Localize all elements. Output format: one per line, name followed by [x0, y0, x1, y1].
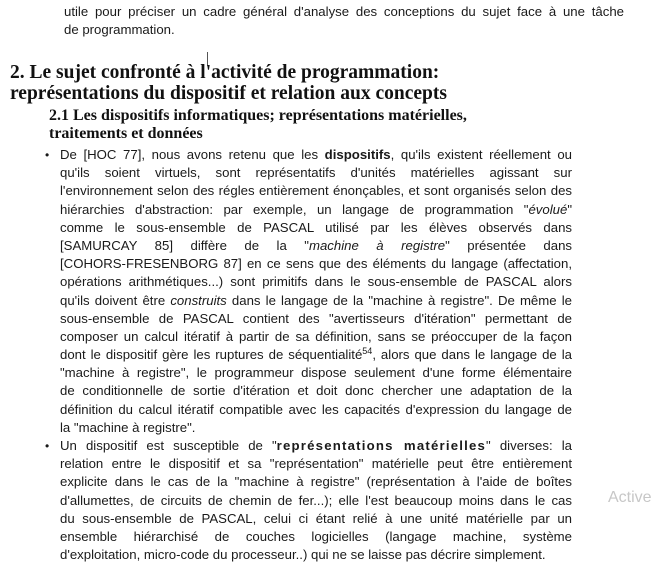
- subsection-heading: [49, 107, 609, 143]
- intro-paragraph: [64, 3, 624, 39]
- text-line: Un dispositif est susceptible de "représentations matérielles" diverses: la: [60, 438, 572, 453]
- bullet-list: [44, 146, 572, 564]
- section-heading-line-1: 2. Le sujet confronté à l'activité de programmation:: [10, 62, 440, 83]
- intro-line-1: utile pour préciser un cadre général d'analyse des conceptions du sujet face à une tâche: [64, 4, 624, 19]
- bullet-mark: •: [45, 148, 50, 162]
- bullet-mark: •: [45, 439, 50, 453]
- text-line: l'environnement selon des régles entièrement énonçables, et sont organisés selon des: [60, 183, 572, 199]
- list-item: [44, 437, 572, 564]
- text-line: composer un calcul itératif à partir de sa définition, sans se préoccuper de la façon: [60, 328, 572, 344]
- text-line: du sous-ensemble de PASCAL, celui ci étant relié à une unité matérielle par un: [60, 510, 572, 526]
- text-line: la "machine à registre".: [60, 419, 196, 435]
- intro-line-2: de programmation.: [64, 22, 175, 38]
- term-evolue: évolué: [528, 201, 568, 217]
- text-line: ensemble hiérarchisé de couches logicielles (langage machine, système: [60, 528, 572, 544]
- text-line: relation entre le dispositif et sa "représentation" matérielle peut être entièrement: [60, 456, 572, 472]
- term-construits: construits: [170, 292, 227, 308]
- list-item: [44, 146, 572, 437]
- text-line: comme le sous-ensemble de PASCAL utilisé par les élèves observés dans: [60, 219, 572, 235]
- watermark-text: Active: [608, 489, 652, 506]
- text-line: De [HOC 77], nous avons retenu que les dispositifs, qu'ils existent réellement ou: [60, 147, 572, 162]
- text-line: qu'ils soient virtuels, sont représentatifs d'unités matérielles agissant sur: [60, 165, 572, 181]
- text-line: opérations arithmétiques...) sont primitifs dans le sous-ensemble de PASCAL alors: [60, 274, 572, 290]
- text-line: hiérarchies d'abstraction: par exemple, un langage de programmation "évolué": [60, 201, 572, 217]
- text-line: définition du calcul itératif compatible avec les capacités d'expression du langage de: [60, 401, 572, 417]
- section-heading-line-2: représentations du dispositif et relation aux concepts: [10, 83, 447, 104]
- text-line: [SAMURCAY 85] diffère de la "machine à registre" présentée dans: [60, 237, 572, 253]
- text-line: explicite dans le cas de la "machine à registre" (représentation à l'aide de boîtes: [60, 474, 572, 490]
- text-line: dont le dispositif gère les ruptures de séquentialité$^{54}$, alors que dans le langage de la: [60, 346, 572, 363]
- section-heading: [10, 62, 610, 104]
- footnote-ref: 54: [362, 346, 373, 357]
- subsection-heading-line-1: 2.1 Les dispositifs informatiques; représentations matérielles,: [49, 107, 467, 124]
- text-line: [COHORS-FRESENBORG 87] en ce sens que des éléments du langage (affectation,: [60, 256, 572, 272]
- text-line: d'exploitation, micro-code du processeur..) qui ne se laisse pas décrire simplement.: [60, 547, 546, 563]
- term-representations-materielles: représentations matérielles: [276, 438, 487, 453]
- text-line: qu'ils doivent être construits dans le langage de la "machine à registre". De même le: [60, 292, 572, 308]
- subsection-heading-line-2: traitements et données: [49, 125, 203, 142]
- text-line: de conditionnelle de sortie d'itération et doit donc chercher une adaptation de la: [60, 383, 572, 399]
- text-line: sous-ensemble de PASCAL contient des "avertisseurs d'itération" permettant de: [60, 310, 572, 326]
- term-dispositifs: dispositifs: [324, 147, 391, 162]
- term-machine-a-registre: machine à registre: [308, 237, 446, 253]
- text-line: d'allumettes, de circuits de chemin de fer...); elle l'est beaucoup moins dans le cas: [60, 492, 572, 508]
- text-line: "machine à registre", le programmeur dispose seulement d'une forme élémentaire: [60, 365, 572, 381]
